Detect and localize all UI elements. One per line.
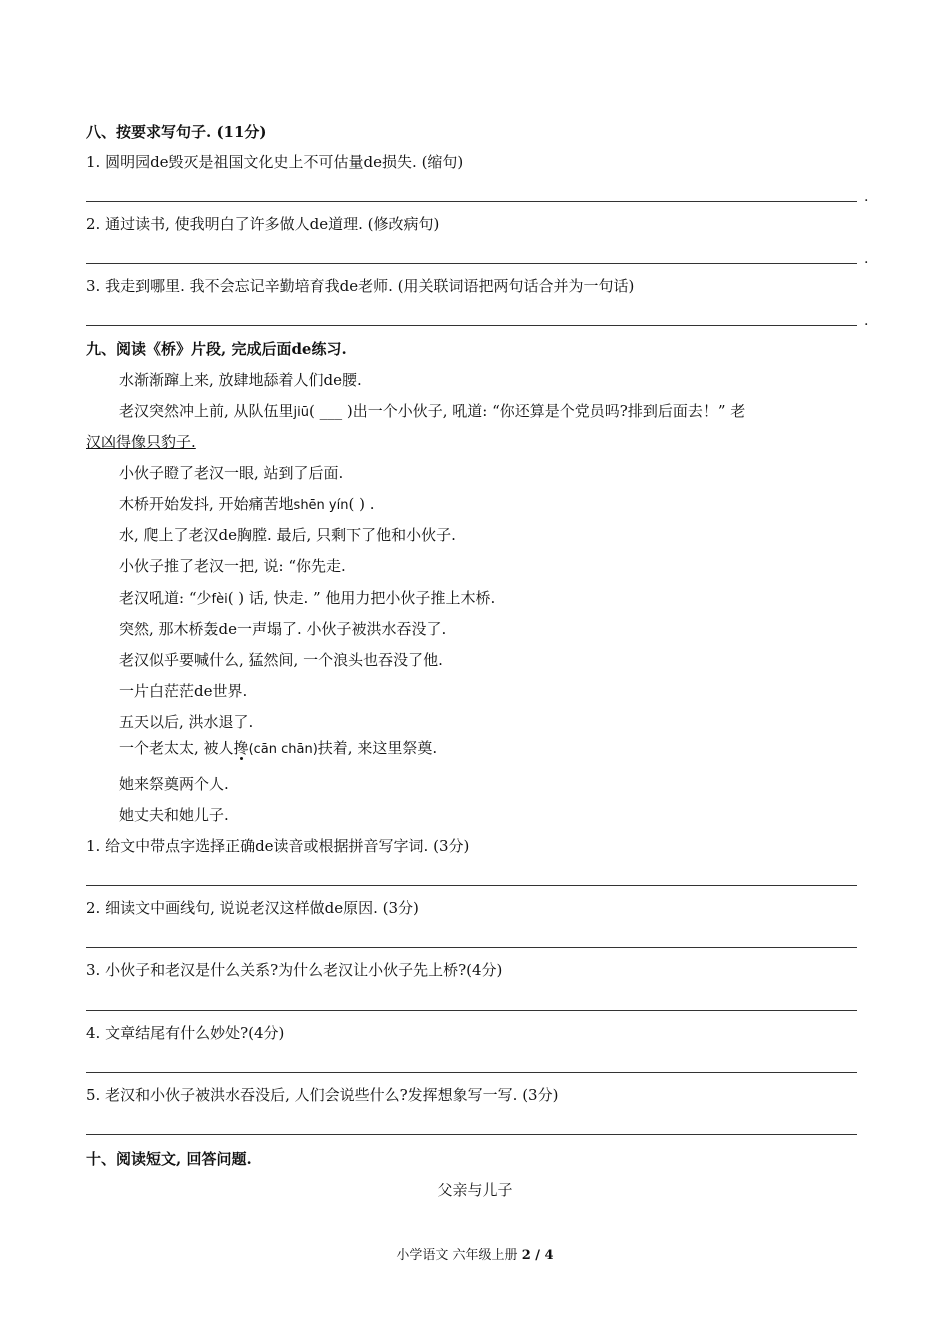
section-9-question-1: 1. 给文中带点字选择正确de读音或根据拼音写字词. (3分) bbox=[86, 837, 470, 855]
fill-blank[interactable]: ( ___ ) bbox=[309, 402, 353, 420]
section-8-question-3: 3. 我走到哪里. 我不会忘记辛勤培育我de老师. (用关联词语把两句话合并为一句话) bbox=[86, 277, 635, 295]
passage-text: 一个老太太, 被人 bbox=[119, 739, 234, 757]
page-footer bbox=[0, 1247, 950, 1265]
passage-paragraph: 水渐渐蹿上来, 放肆地舔着人们de腰. bbox=[119, 371, 362, 389]
fill-blank[interactable]: ( ) . bbox=[348, 495, 375, 513]
section-8-question-2: 2. 通过读书, 使我明白了许多做人de道理. (修改病句) bbox=[86, 215, 440, 233]
section-9-title: 九、阅读《桥》片段, 完成后面de练习. bbox=[86, 340, 347, 358]
period-mark: . bbox=[864, 251, 869, 267]
section-8-title: 八、按要求写句子. (11分) bbox=[86, 123, 267, 141]
answer-line[interactable] bbox=[86, 325, 857, 326]
article-title: 父亲与儿子 bbox=[437, 1181, 513, 1199]
page-number: 2 / 4 bbox=[521, 1248, 554, 1263]
section-10-title: 十、阅读短文, 回答问题. bbox=[86, 1150, 252, 1168]
footer-label: 小学语文 六年级上册 bbox=[396, 1248, 522, 1263]
section-9-question-4: 4. 文章结尾有什么妙处?(4分) bbox=[86, 1024, 285, 1042]
passage-paragraph: 一片白茫茫de世界. bbox=[119, 682, 248, 700]
period-mark: . bbox=[864, 189, 869, 205]
answer-line[interactable] bbox=[86, 201, 857, 202]
answer-line[interactable] bbox=[86, 947, 857, 948]
pinyin-prompt: shēn yín bbox=[293, 498, 349, 513]
passage-paragraph bbox=[119, 588, 495, 610]
passage-paragraph bbox=[119, 401, 745, 423]
pinyin-prompt: jiū bbox=[293, 405, 310, 420]
fill-blank[interactable]: ( ) 话, 快走. ” 他用力把小伙子推上木桥. bbox=[227, 589, 496, 607]
passage-paragraph: 老汉似乎要喊什么, 猛然间, 一个浪头也吞没了他. bbox=[119, 651, 443, 669]
underlined-sentence: 汉凶得像只豹子. bbox=[86, 433, 196, 451]
passage-text: 老汉突然冲上前, 从队伍里 bbox=[119, 402, 294, 420]
answer-line[interactable] bbox=[86, 1134, 857, 1135]
answer-line[interactable] bbox=[86, 885, 857, 886]
answer-line[interactable] bbox=[86, 1010, 857, 1011]
section-9-question-3: 3. 小伙子和老汉是什么关系?为什么老汉让小伙子先上桥?(4分) bbox=[86, 961, 503, 979]
dotted-character: 搀 bbox=[233, 739, 249, 757]
pinyin-prompt: fèi bbox=[211, 592, 228, 607]
section-9-question-2: 2. 细读文中画线句, 说说老汉这样做de原因. (3分) bbox=[86, 899, 419, 917]
passage-paragraph: 小伙子推了老汉一把, 说: “你先走. bbox=[119, 557, 346, 575]
passage-paragraph: 水, 爬上了老汉de胸膛. 最后, 只剩下了他和小伙子. bbox=[119, 526, 456, 544]
passage-text: 木桥开始发抖, 开始痛苦地 bbox=[119, 495, 294, 513]
passage-paragraph: 她丈夫和她儿子. bbox=[119, 806, 229, 824]
passage-paragraph: 突然, 那木桥轰de一声塌了. 小伙子被洪水吞没了. bbox=[119, 620, 447, 638]
passage-paragraph bbox=[119, 494, 375, 516]
passage-text: 老汉吼道: “少 bbox=[119, 589, 212, 607]
passage-text: 出一个小伙子, 吼道: “你还算是个党员吗?排到后面去！” 老 bbox=[352, 402, 746, 420]
passage-paragraph: 她来祭奠两个人. bbox=[119, 775, 229, 793]
pronunciation-choice[interactable]: (cān chān) bbox=[248, 742, 318, 757]
period-mark: . bbox=[864, 313, 869, 329]
passage-text: 扶着, 来这里祭奠. bbox=[317, 739, 438, 757]
answer-line[interactable] bbox=[86, 1072, 857, 1073]
answer-line[interactable] bbox=[86, 263, 857, 264]
passage-paragraph: 五天以后, 洪水退了. bbox=[119, 713, 254, 731]
section-9-question-5: 5. 老汉和小伙子被洪水吞没后, 人们会说些什么?发挥想象写一写. (3分) bbox=[86, 1086, 559, 1104]
passage-paragraph: 小伙子瞪了老汉一眼, 站到了后面. bbox=[119, 464, 344, 482]
passage-paragraph bbox=[119, 738, 437, 760]
section-8-question-1: 1. 圆明园de毁灭是祖国文化史上不可估量de损失. (缩句) bbox=[86, 153, 464, 171]
